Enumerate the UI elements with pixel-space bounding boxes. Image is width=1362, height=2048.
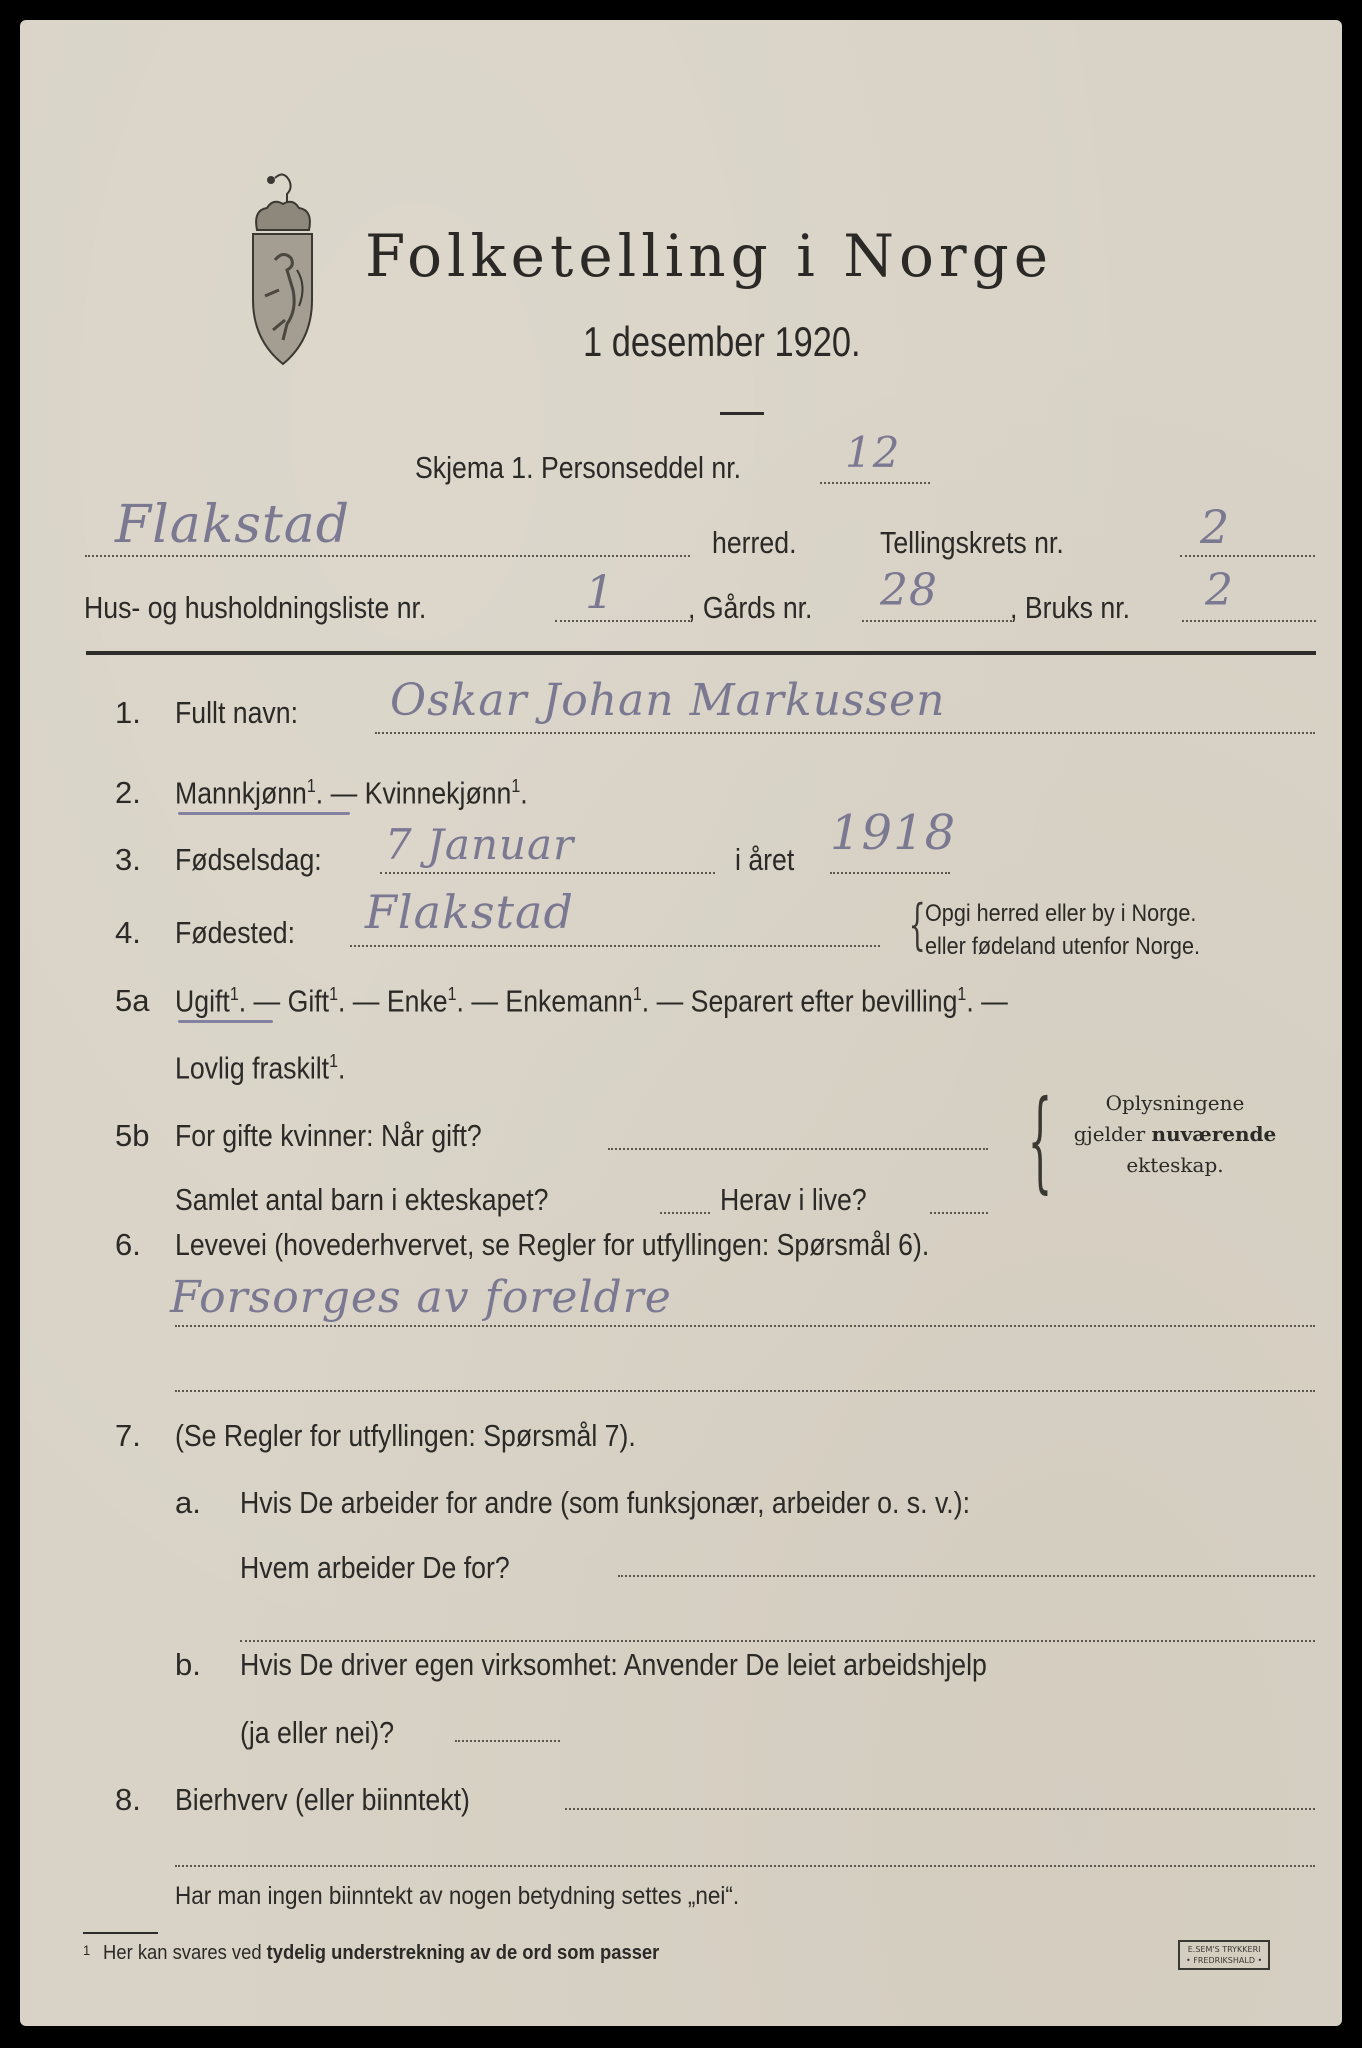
option-gift[interactable]: Gift xyxy=(287,983,330,1019)
birth-day-field[interactable]: 7 Januar xyxy=(385,820,575,869)
q3-number: 3. xyxy=(115,842,141,877)
husliste-field[interactable]: 1 xyxy=(585,565,616,619)
q4-number: 4. xyxy=(115,915,141,950)
q5a-number: 5a xyxy=(115,983,150,1018)
q5b-note: Oplysningene gjelder nuværende ekteskap. xyxy=(1073,1091,1277,1177)
q7b-letter: b. xyxy=(175,1647,201,1682)
q7b-question: (ja eller nei)? xyxy=(240,1715,395,1750)
q3-year-line xyxy=(830,872,950,874)
q1-label: Fullt navn: xyxy=(175,695,298,730)
option-kvinnekjonn[interactable]: Kvinnekjønn xyxy=(364,775,512,811)
q4-note-line2: eller fødeland utenfor Norge. xyxy=(925,933,1200,960)
q2-options: Mannkjønn$^1$. — Kvinnekjønn$^1$. xyxy=(175,775,528,811)
bruks-label: , Bruks nr. xyxy=(1010,590,1131,625)
q1-field-line xyxy=(375,732,1315,734)
q7a-question: Hvem arbeider De for? xyxy=(240,1550,510,1585)
tellingskrets-field[interactable]: 2 xyxy=(1200,500,1231,554)
q5a-options-cont: Lovlig fraskilt$^1$. xyxy=(175,1050,346,1086)
option-enkemann[interactable]: Enkemann xyxy=(505,983,633,1019)
q5b-alive-label: Herav i live? xyxy=(720,1182,867,1217)
q5a-options: Ugift$^1$. — Gift$^1$. — Enke$^1$. — Enkemann$^1$. — Separert efter bevilling$^1$. — xyxy=(175,983,1008,1019)
q6-label: Levevei (hovederhvervet, se Regler for utfyllingen: Spørsmål 6). xyxy=(175,1227,930,1262)
herred-field-line xyxy=(85,555,690,557)
schema-field-line xyxy=(820,482,930,484)
q7a-line1 xyxy=(618,1575,1315,1577)
q7b-line xyxy=(455,1740,560,1742)
option-ugift[interactable]: Ugift xyxy=(175,983,230,1019)
q6-number: 6. xyxy=(115,1227,141,1262)
gards-field-line xyxy=(862,620,1012,622)
option-lovlig-fraskilt[interactable]: Lovlig fraskilt xyxy=(175,1050,330,1086)
footnote-mark: 1 xyxy=(83,1942,91,1958)
full-name-field[interactable]: Oskar Johan Markussen xyxy=(390,675,946,726)
q4-note-line1: Opgi herred eller by i Norge. xyxy=(925,900,1197,927)
q2-number: 2. xyxy=(115,775,141,810)
q5b-alive-line xyxy=(930,1212,988,1214)
q5b-number: 5b xyxy=(115,1118,150,1153)
header-divider xyxy=(86,651,1316,655)
printer-stamp: E.SEM'S TRYKKERI • FREDRIKSHALD • xyxy=(1178,1940,1270,1970)
occupation-field[interactable]: Forsorges av foreldre xyxy=(170,1272,672,1323)
q6-line2 xyxy=(175,1390,1315,1392)
q7a-letter: a. xyxy=(175,1485,201,1520)
q4-field-line xyxy=(350,945,880,947)
ugift-underline xyxy=(178,1020,273,1023)
schema-number-field[interactable]: 12 xyxy=(845,428,901,477)
q6-line1 xyxy=(175,1325,1315,1327)
q7-number: 7. xyxy=(115,1418,141,1453)
schema-label: Skjema 1. Personseddel nr. xyxy=(415,450,742,485)
q8-label: Bierhverv (eller biinntekt) xyxy=(175,1782,470,1817)
census-date: 1 desember 1920. xyxy=(583,318,861,365)
q5b-married-line xyxy=(608,1148,988,1150)
q8-line2 xyxy=(175,1865,1315,1867)
tellingskrets-label: Tellingskrets nr. xyxy=(880,525,1064,560)
mannkjonn-underline xyxy=(178,812,350,815)
q7b-text: Hvis De driver egen virksomhet: Anvender De leiet arbeidshjelp xyxy=(240,1647,987,1682)
nei-note: Har man ingen biinntekt av nogen betydning settes „nei“. xyxy=(175,1882,740,1910)
coat-of-arms-icon xyxy=(245,170,320,375)
q5b-children-label: Samlet antal barn i ekteskapet? xyxy=(175,1182,549,1217)
option-separert[interactable]: Separert efter bevilling xyxy=(690,983,958,1019)
tellingskrets-field-line xyxy=(1180,555,1315,557)
q1-number: 1. xyxy=(115,695,141,730)
q5b-married-label: For gifte kvinner: Når gift? xyxy=(175,1118,482,1153)
q3-year-label: i året xyxy=(735,842,795,877)
option-enke[interactable]: Enke xyxy=(386,983,448,1019)
gards-field[interactable]: 28 xyxy=(880,565,938,616)
herred-field[interactable]: Flakstad xyxy=(115,495,351,555)
option-mannkjonn[interactable]: Mannkjønn xyxy=(175,775,307,811)
gards-label: , Gårds nr. xyxy=(688,590,813,625)
q5b-children-line xyxy=(660,1212,710,1214)
q4-label: Fødested: xyxy=(175,915,296,950)
husliste-label: Hus- og husholdningsliste nr. xyxy=(84,590,427,625)
bruks-field-line xyxy=(1182,620,1316,622)
q3-day-line xyxy=(380,872,715,874)
q7a-line2 xyxy=(240,1640,1315,1642)
q8-number: 8. xyxy=(115,1782,141,1817)
q8-line1 xyxy=(565,1808,1315,1810)
husliste-field-line xyxy=(555,620,690,622)
birthplace-field[interactable]: Flakstad xyxy=(365,885,574,939)
footnote: $^1$ Her kan svares ved tydelig understrekning av de ord som passer xyxy=(83,1942,660,1964)
q3-label: Fødselsdag: xyxy=(175,842,322,877)
q7a-text: Hvis De arbeider for andre (som funksjonær, arbeider o. s. v.): xyxy=(240,1485,970,1520)
q4-note-brace: { xyxy=(908,893,926,956)
herred-label: herred. xyxy=(712,525,797,560)
census-form-page xyxy=(20,20,1342,2026)
q7-label: (Se Regler for utfyllingen: Spørsmål 7). xyxy=(175,1418,636,1453)
q5b-note-brace: { xyxy=(1027,1076,1053,1204)
title-divider xyxy=(720,412,764,415)
footnote-divider xyxy=(83,1932,158,1934)
bruks-field[interactable]: 2 xyxy=(1205,565,1234,616)
page-title: Folketelling i Norge xyxy=(365,222,1054,290)
birth-year-field[interactable]: 1918 xyxy=(830,805,957,861)
